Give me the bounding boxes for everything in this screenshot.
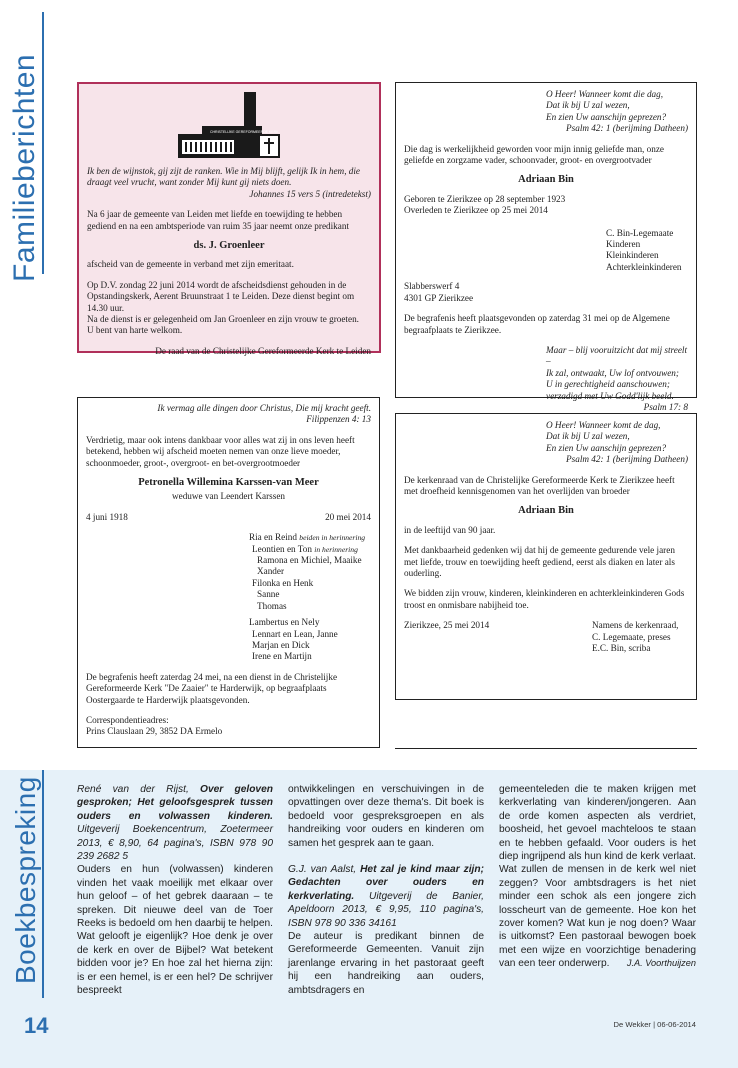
announcement-text: Die dag is werkelijkheid geworden voor mijn innig geliefde man, onze geliefde en zorgzame vader, schoonvader, groot- en overgrootvader (404, 143, 664, 166)
review-column-2 (288, 783, 484, 997)
announcement-text: We bidden zijn vrouw, kinderen, kleinkinderen en achterkleinkinderen Gods troost en onmisbare nabijheid toe. (404, 588, 685, 610)
service-info: U bent van harte welkom. (87, 325, 183, 336)
review-column-3 (499, 783, 696, 971)
verse-line: En zien Uw aanschijn geprezen? (546, 111, 667, 122)
book-section-title: Boekbespreking (10, 776, 41, 984)
deceased-name: ds. J. Groenleer (193, 240, 265, 252)
announcement-text: Met dankbaarheid gedenken wij dat hij de gemeente gedurende vele jaren met liefde, trouw en toewijding heeft gediend, eerst als diaken en later als ouderling. (404, 545, 675, 579)
correspondence-address: Prins Clauslaan 29, 3852 DA Ermelo (86, 726, 223, 737)
age-info: in de leeftijd van 90 jaar. (404, 524, 496, 535)
announcement-text: Verdrietig, maar ook intens dankbaar voor alles wat zij in ons leven heeft betekend, hebben wij afscheid moeten nemen van onze lieve moeder, schoonmoeder, groot-, overgroot- en bet-overgrootmoeder (86, 434, 355, 468)
family-member: Filonka en Henk (252, 577, 314, 588)
funeral-info: De begrafenis heeft plaatsgevonden op zaterdag 31 mei op de Algemene begraafplaats te Zierikzee. (404, 313, 670, 335)
death-info: Overleden te Zierikzee op 25 mei 2014 (404, 205, 548, 216)
announcement-text: De kerkenraad van de Christelijke Gereformeerde Kerk te Zierikzee heeft met droefheid kennisgenomen van het overlijden van broeder (404, 474, 675, 497)
family-note: beiden in herinnering (299, 533, 366, 543)
review-author: G.J. van Aalst, (288, 864, 357, 876)
verse-ref: Psalm 42: 1 (berijming Datheen) (566, 123, 688, 134)
verse-line: O Heer! Wanneer komt de dag, (546, 420, 661, 430)
correspondence-label: Correspondentieadres: (86, 714, 169, 725)
family-member: Achterkleinkinderen (606, 261, 682, 272)
section-rule (42, 770, 44, 998)
closing-line: verzadigd met Uw Godd'lijk beeld. (546, 390, 674, 401)
deceased-name: Petronella Willemina Karssen-van Meer (138, 477, 319, 489)
family-member: Thomas (257, 600, 287, 611)
ad-bin-church (395, 413, 697, 700)
closing-line: Ik zal, ontwaakt, Uw lof ontvouwen; (546, 367, 679, 378)
closing-ref: Psalm 17: 8 (643, 401, 688, 412)
announcement-text: afscheid van de gemeente in verband met zijn emeritaat. (87, 259, 294, 270)
family-member: Leontien en Ton (252, 543, 312, 554)
ad-groenleer (77, 82, 381, 356)
widow-of: weduwe van Leendert Karssen (171, 491, 285, 502)
verse-ref: Filippenzen 4: 13 (306, 414, 371, 425)
signature: C. Legemaate, preses (592, 631, 671, 642)
deceased-name: Adriaan Bin (518, 174, 574, 186)
closing-line: U in gerechtigheid aanschouwen; (546, 379, 670, 390)
verse: Ik vermag alle dingen door Christus, Die mij kracht geeft. (157, 403, 371, 413)
family-member: C. Bin-Legemaate (606, 227, 674, 238)
address-line: Slabberswerf 4 (404, 281, 460, 292)
family-note: in herinnering (314, 544, 358, 554)
review-text: ontwikkelingen en verschuivingen in de opvattingen over deze thema's. Dit boek is bedoeld voor gespreksgroepen en als handreiking voor ouders en kinderen om samen het gesprek aan te gaan. (288, 784, 484, 849)
section-title: Familieberichten (8, 53, 41, 282)
family-member: Sanne (257, 589, 280, 600)
reviewer-name: J.A. Voorthuijzen (626, 958, 696, 969)
verse-line: Dat ik bij U zal wezen, (546, 100, 630, 111)
birth-info: Geboren te Zierikzee op 28 september 1923 (404, 193, 566, 204)
death-date: 20 mei 2014 (325, 511, 371, 522)
verse-line: En zien Uw aanschijn geprezen? (546, 442, 667, 453)
place-date: Zierikzee, 25 mei 2014 (404, 620, 490, 631)
signature: Namens de kerkenraad, (592, 620, 679, 631)
service-info: Op D.V. zondag 22 juni 2014 wordt de afscheidsdienst gehouden in de Opstandingskerk, Aerent Bruunstraat 1 te Leiden. Deze dienst begint om 14.30 uur. (87, 279, 355, 313)
ad-karssen (77, 397, 380, 748)
signature: E.C. Bin, scriba (592, 643, 651, 654)
verse-ref: Johannes 15 vers 5 (intredetekst) (249, 188, 371, 199)
funeral-info: De begrafenis heeft zaterdag 24 mei, na een dienst in de Christelijke Gereformeerde Kerk "De Zaaier" te Harderwijk, op begraafplaats Oostergaarde te Harderwijk plaatsgevonden. (86, 671, 338, 705)
ad-bin-family (395, 82, 697, 412)
church-sign: CHRISTELIJKE GEREFORMEERDE KERK (210, 130, 279, 134)
closing-line: Maar – blij vooruitzicht dat mij streelt – (546, 344, 688, 367)
review-publisher: Uitgeverij Boekencentrum, Zoetermeer 2013, € 8,90, 64 pagina's, ISBN 978 90 239 2682 5 (77, 824, 273, 863)
family-member: Lambertus en Nely (249, 617, 320, 628)
page-number: 14 (24, 1013, 49, 1038)
footer-text: De Wekker | 06-06-2014 (613, 1020, 696, 1029)
family-member: Irene en Martijn (252, 651, 312, 662)
church-logo (174, 90, 284, 160)
divider (395, 748, 697, 749)
family-member: Ramona en Michiel, Maaike (257, 555, 362, 566)
review-text: De auteur is predikant binnen de Gereformeerde Gemeenten. Vanuit zijn jarenlange ervaring in het pastoraat geeft hij een handreiking aan ouders, ambtsdragers en (288, 931, 484, 996)
review-text: gemeenteleden die te maken krijgen met kerkverlating van kinderen/jongeren. Aan de orde komen aspecten als verdriet, boosheid, het gevoel machteloos te staan en te hebben gefaald. Voor ouders is het diep ingrijpend als hun kind de kerk verlaat. Wat zullen de mensen in de kerk wel niet zeggen? Voor ambtsdragers is het niet minder een schok als een jongere zich losscheurt van de gemeente. Hoe kon het zover komen? Wat kun je nog doen? Waar is uitkomst? Een pastoraal bewogen boek met een wijze en voorzichtige benadering van een teer onderwerp. (499, 784, 696, 970)
birth-date: 4 juni 1918 (86, 511, 128, 522)
family-member: Xander (257, 566, 285, 577)
review-author: René van der Rijst, (77, 784, 189, 795)
signature: De raad van de Christelijke Gereformeerde Kerk te Leiden (155, 345, 371, 356)
deceased-name: Adriaan Bin (518, 505, 574, 517)
verse-line: O Heer! Wanneer komt die dag, (546, 89, 664, 99)
verse: Ik ben de wijnstok, gij zijt de ranken. Wie in Mij blijft, gelijk Ik in hem, die draagt veel vrucht, want zonder Mij kunt gij niets doen. (87, 166, 361, 188)
review-title: Het zal je kind maar zijn; Gedachten over ouders en kerkverlating. (288, 864, 484, 902)
address-line: 4301 GP Zierikzee (404, 292, 474, 303)
section-rule (42, 12, 44, 274)
family-member: Kleinkinderen (606, 250, 659, 261)
announcement-text: Na 6 jaar de gemeente van Leiden met liefde en toewijding te hebben gediend en na een ambtsperiode van ruim 35 jaar neemt onze predikant (87, 209, 349, 231)
family-member: Lennart en Lean, Janne (252, 628, 338, 639)
verse-line: Dat ik bij U zal wezen, (546, 431, 630, 442)
review-text: Ouders en hun (volwassen) kinderen vinden het vaak moeilijk met elkaar over hun geloof – of het gebrek daaraan – te spreken. Dit nieuwe deel van de Toer Reeks is bedoeld om hen daarbij te helpen. Wat gelooft je eigenlijk? Hoe denk je over de kerk en over de Bijbel? Wat betekent bidden voor je? En hoe zal het hierna zijn: is er een hemel, is er een hel? De schrijver bespreekt (77, 864, 273, 997)
verse-ref: Psalm 42: 1 (berijming Datheen) (566, 454, 688, 465)
family-member: Marjan en Dick (252, 639, 310, 650)
family-member: Kinderen (606, 239, 641, 250)
family-member: Ria en Reind (249, 532, 297, 543)
review-publisher: Uitgeverij de Banier, Apeldoorn 2013, € 9,95, 110 pagina's, ISBN 978 90 336 34161 (288, 890, 484, 929)
review-column-1 (77, 783, 273, 998)
service-info: Na de dienst is er gelegenheid om Jan Groenleer en zijn vrouw te groeten. (87, 314, 359, 325)
review-title: Over geloven gesproken; Het geloofsgesprek tussen ouders en volwassen kinderen. (77, 784, 273, 822)
